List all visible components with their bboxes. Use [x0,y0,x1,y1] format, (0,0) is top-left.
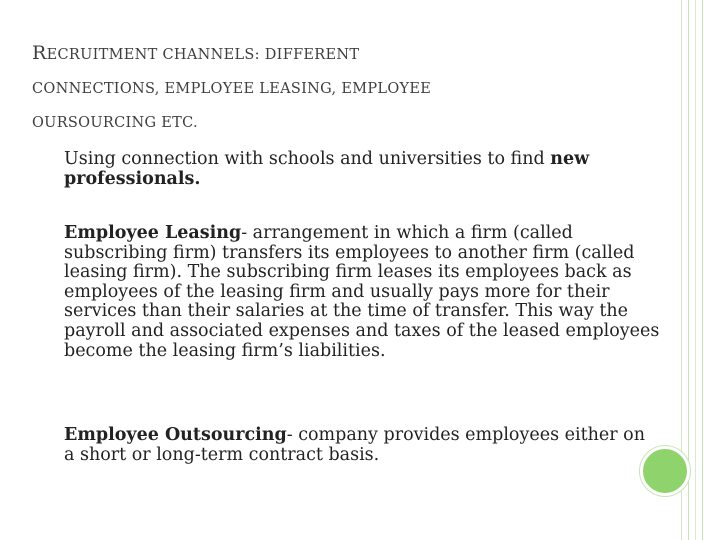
decorative-rule [702,0,703,540]
title-line-2: CONNECTIONS, EMPLOYEE LEASING, EMPLOYEE [32,81,432,97]
title-line-1: RECRUITMENT CHANNELS: DIFFERENT [32,42,360,64]
bullet-text: Employee Outsourcing- company provides employees either on a short or long-term contract basis. [64,425,645,465]
decorative-rule [688,0,689,540]
title-line-3: OURSOURCING ETC. [32,115,198,131]
bullet-text: Using connection with schools and universities to find new professionals. [64,149,590,189]
slide-title [32,36,632,138]
decorative-rule [695,0,696,540]
bullet-text: Employee Leasing- arrangement in which a firm (called subscribing firm) transfers its employees to another firm (called leasing firm). The subscribing firm leases its employees back as employees of the leasing firm and usually pays more for their services than their salaries at the time of transfer. This way the payroll and associated expenses and taxes of the leased employees become the leasing firm’s liabilities. [64,223,660,361]
